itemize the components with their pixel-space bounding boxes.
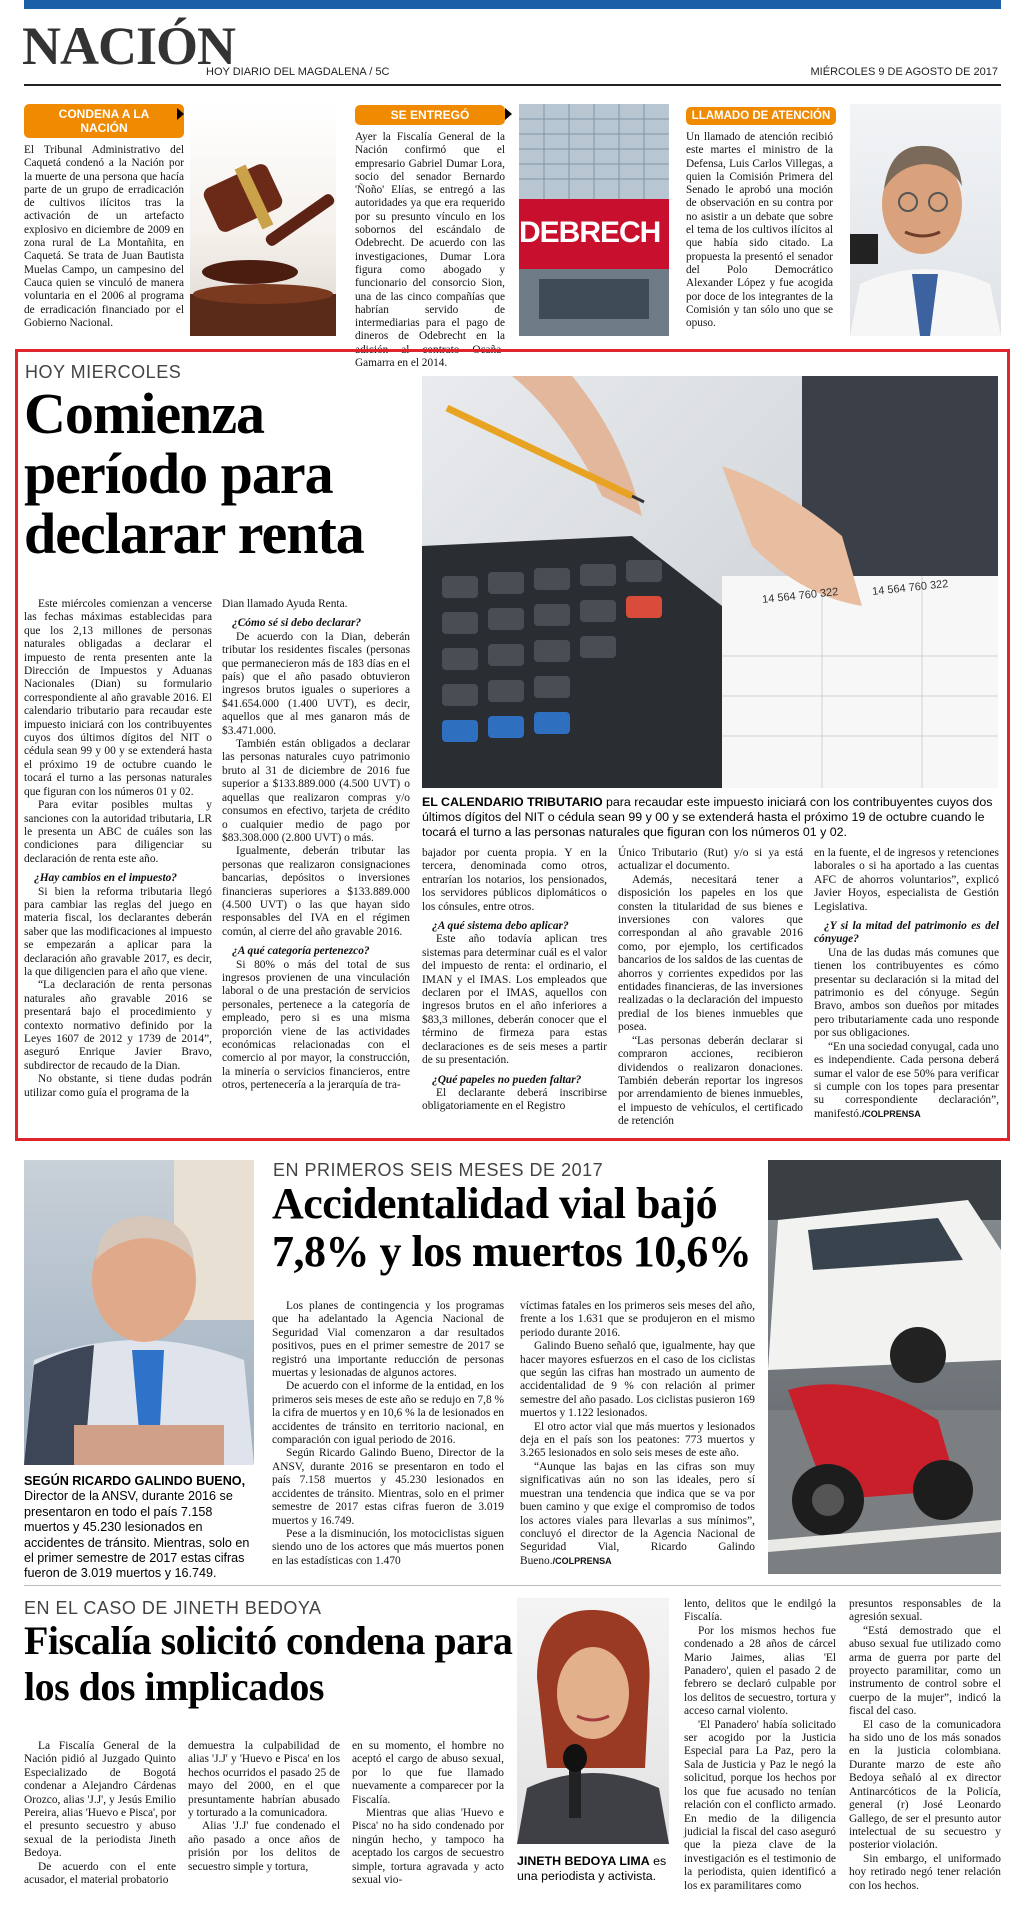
- caption-lead: JINETH BEDOYA LIMA: [517, 1854, 650, 1868]
- building-sign-text: DEBRECH: [519, 216, 661, 249]
- paragraph: Galindo Bueno señaló que, igualmente, hay que hacer mayores esfuerzos en el caso de los ciclistas que según las cifras han mostrado un aumento de accidentalidad de 9 % con relación al primer semestre del año pasado. Los ciclistas pusieron 169 muertos y 1.122 lesionados.: [520, 1340, 755, 1420]
- brief-llamado: [686, 104, 833, 330]
- paragraph: bajador por cuenta propia. Y en la tercera, denominada como otros, entrarían los notarios, los pensionados, los servidores públicos diplomáticos o los cónsules, entre otros.: [422, 847, 607, 913]
- fiscalia-headline: Fiscalía solicitó condena para los dos implicados: [24, 1618, 513, 1709]
- paragraph: lento, delitos que le endilgó la Fiscalía.: [684, 1598, 836, 1624]
- brief-text: Ayer la Fiscalía General de la Nación confirmó que el empresario Gabriel Dumar Lora, socio del senador Bernardo 'Ñoño' Elías, se entregó a las autoridades ya que era requerido por su presunto vínculo en los sobornos del escándalo de Odebrecht. De acuerdo con las investigaciones, Dumar Lora figura como abogado y funcionario del consorcio Sion, una de las cinco compañías que habrían servido de intermediarias para el pago de dineros de Odebrecht en la adición al contrato Ocaña-Gamarra en el 2014.: [355, 131, 505, 370]
- paragraph: Si bien la reforma tributaria llegó para cambiar las reglas del juego en materia fiscal, los declarantes deberán saber que las modificaciones al impuesto se empezarán a aplicar para la declaración año gravable 2017, es decir, la que diligencien para el año que viene.: [24, 885, 212, 978]
- subhead: ¿Cómo sé si debo declarar?: [232, 617, 362, 630]
- paragraph: De acuerdo con la Dian, deberán tributar los residentes fiscales (personas que permanecieron más de 183 días en el país) que el año pasado obtuvieron ingresos brutos iguales o superiores a $41.654.000 (1.400 UVT), es decir, aquellos que al mes ganaron más de $3.471.000.: [222, 630, 410, 737]
- bedoya-caption: [517, 1854, 677, 1884]
- subhead: ¿Qué papeles no pueden faltar?: [432, 1073, 582, 1086]
- paragraph: Único Tributario (Rut) y/o si ya está actualizar el documento.: [618, 847, 803, 873]
- paragraph: El declarante deberá inscribirse obligatoriamente en el Registro: [422, 1086, 607, 1113]
- paragraph: También están obligados a declarar las personas naturales cuyo patrimonio bruto al 31 de diciembre de 2016 fue superior a $133.889.000 (4.500 UVT) o aquellas que realizaron compras y/o consumos en efectivo, tarjeta de crédito o cualquier medio de pago por $83.308.000 (2.800 UVT) o más.: [222, 738, 410, 844]
- paragraph: Alias 'J.J' fue condenado el año pasado a once años de prisión por los delitos de secuestro simple y tortura,: [188, 1820, 340, 1873]
- feature-column-2: [222, 598, 410, 1093]
- minister-portrait: [850, 104, 1001, 336]
- paragraph: Mientras que alias 'Huevo e Pisca' no ha sido condenado por ningún hecho, y tampoco ha aceptado los cargos de secuestro simple, tortura agravada y acto sexual vio-: [352, 1807, 504, 1887]
- caption-text: es una periodista y activista.: [517, 1854, 667, 1883]
- issue-date: MIÉRCOLES 9 DE AGOSTO DE 2017: [810, 66, 998, 78]
- brief-arrow: [177, 108, 184, 120]
- paragraph: demuestra la culpabilidad de alias 'J.J' y 'Huevo e Pisca' en los hechos ocurridos el pasado 25 de mayo del 2000, en el que presuntamente habrían abusado y torturado a la comunicadora.: [188, 1740, 340, 1820]
- fiscalia-kicker: EN EL CASO DE JINETH BEDOYA: [24, 1598, 322, 1618]
- crash-photo: [768, 1160, 1001, 1574]
- calculator-photo: [422, 376, 998, 788]
- paragraph: [814, 1041, 999, 1121]
- paragraph: Dian llamado Ayuda Renta.: [222, 598, 348, 610]
- caption-text: para recaudar este impuesto iniciará con los contribuyentes cuyos dos últimos dígitos del NIT o cédula sean 99 y 00 y se extenderá hasta el próximo 19 de octubre cuando le tocará el turno a las personas naturales que figuran con los números 01 y 02.: [422, 795, 993, 839]
- paragraph: “La declaración de renta personas naturales año gravable 2016 se presentará bajo el procedimiento y contexto normativo definido por la Leyes 1607 de 2012 y 1739 de 2014”, aseguró Enrique Javier Bravo, subdirector de recaudo de la Dian.: [24, 979, 212, 1072]
- accident-caption: [24, 1474, 256, 1582]
- brief-text: El Tribunal Administrativo del Caquetá condenó a la Nación por la muerte de una persona que hacía parte de un grupo de erradicación de cultivos ilícitos tras la activación de un artefacto explosivo en diciembre de 2009 en zona rural de La Montañita, en Caquetá. Se trata de Juan Bautista Muelas Campo, un campesino del Cauca quien se vinculó de manera voluntaria en el 2006 al programa de erradicación financiado por el Gobierno Nacional.: [24, 144, 184, 329]
- gavel-image: [190, 104, 336, 336]
- subhead: ¿A qué categoría pertenezco?: [232, 945, 370, 958]
- odebrecht-building-image: [519, 104, 669, 336]
- paragraph: víctimas fatales en los primeros seis meses del año, frente a los 1.631 que se produjeron en el mismo periodo durante 2016.: [520, 1300, 755, 1339]
- brief-se-entrego: [355, 104, 505, 370]
- paragraph: Sin embargo, el uniformado hoy retirado negó tener relación con los hechos.: [849, 1852, 1001, 1892]
- paragraph: Este año todavía aplican tres sistemas para determinar cuál es el valor del impuesto de renta: el ordinario, el IMAN y el IMAS. Los empleados que declaren por el IMAS, aquellos con ingresos brutos en el año inferiores a $83,3 millones, deberán conocer que el término de firmeza para estas declaraciones es de seis meses a partir de su presentación.: [422, 933, 607, 1067]
- feature-column-5: [814, 847, 999, 1121]
- subhead: ¿Hay cambios en el impuesto?: [34, 872, 178, 885]
- paragraph: Igualmente, deberán tributar las personas que realizaron consignaciones bancarias, depósitos o inversiones financieras superiores a $133.889.000 (4.500 UVT) o las que hayan sido responsables del IVA en el régimen común, al cierre del año gravable 2016.: [222, 845, 410, 938]
- paragraph: “Está demostrado que el abuso sexual fue utilizado como arma de guerra por parte del proyecto paramilitar, como un instrumento de control sobre el cuerpo de la mujer”, indicó la fiscal del caso.: [849, 1624, 1001, 1718]
- paragraph: Según Ricardo Galindo Bueno, Director de la ANSV, durante 2016 se presentaron en todo el país 7.158 muertos y 45.230 lesionados en accidentes de tránsito. Mientras, solo en el primer semestre de 2017 estas cifras fueron de 3.019 muertos y 16.749.: [272, 1447, 504, 1527]
- credit: /COLPRENSA: [861, 1108, 921, 1119]
- accident-headline: Accidentalidad vial bajó 7,8% y los muertos 10,6%: [272, 1179, 752, 1276]
- paragraph: Para evitar posibles multas y sanciones con la autoridad tributaria, LR le presenta un ABC de cuáles son las condiciones para diligenciar su declaración de renta este año.: [24, 799, 212, 865]
- paper-name: HOY DIARIO DEL MAGDALENA / 5C: [206, 66, 390, 78]
- feature-column-3: [422, 847, 607, 1114]
- paragraph: “Las personas deberán declarar si compraron acciones, recibieron dividendos o realizaron donaciones. También deberán reportar los ingresos por arrendamiento de bienes inmuebles, el impuesto de vehículos, el certificado de retención: [618, 1034, 803, 1128]
- paragraph: No obstante, si tiene dudas podrán utilizar como guía el programa de la: [24, 1073, 212, 1099]
- fiscalia-column-2: [188, 1740, 340, 1874]
- paragraph: en su momento, el hombre no aceptó el cargo de abuso sexual, por lo que fue llamado nuevamente a comparecer por la Fiscalía.: [352, 1740, 504, 1806]
- bedoya-portrait: [517, 1598, 669, 1844]
- subhead: ¿Y si la mitad del patrimonio es del cónyuge?: [814, 920, 999, 946]
- paragraph: [520, 1461, 755, 1568]
- paragraph: Una de las dudas más comunes que tienen los contribuyentes es cómo presentar su declaración si la mitad del patrimonio es del cónyuge. Según Bravo, ambos son dueños por mitades pero tributariamente cada uno responde por sus obligaciones.: [814, 946, 999, 1040]
- paragraph: Este miércoles comienzan a vencerse las fechas máximas establecidas para que los 2,13 millones de personas naturales obligadas a declarar el impuesto de renta presenten ante la Dirección de Impuestos y Aduanas Nacionales (Dian) su formulario correspondiente al año gravable 2016. El calendario tributario para recaudar este impuesto iniciará con los contribuyentes cuyos dos últimos dígitos del NIT o cédula sean 99 y 00 y se extenderá hasta el próximo 19 de octubre cuando le tocará el turno a las personas naturales que figuran con los números 01 y 02.: [24, 598, 212, 798]
- credit: /COLPRENSA: [552, 1555, 612, 1566]
- paragraph: Pese a la disminución, los motociclistas siguen siendo uno de los actores que más muertos ponen en las estadísticas con 1.470: [272, 1527, 504, 1567]
- caption-lead: SEGÚN RICARDO GALINDO BUENO,: [24, 1474, 246, 1488]
- brief-arrow: [505, 108, 512, 120]
- ledger-number: 14 564 760 322: [761, 586, 839, 606]
- paragraph: El otro actor vial que más muertos y lesionados deja en el país son los peatones: 773 muertos y 3.265 lesionados en solo seis meses de este año.: [520, 1420, 755, 1460]
- galindo-portrait: [24, 1160, 254, 1465]
- paragraph: Si 80% o más del total de sus ingresos provienen de una vinculación laboral o de una prestación de servicios personales, pertenece a la categoría de empleado, pero si es una misma proporción viene de las actividades económicas relacionadas con el comercio al por mayor, la construcción, la minería o servicios financieros, entre otros, pertenecería a la jerarquía de tra-: [222, 958, 410, 1092]
- paragraph: Por los mismos hechos fue condenado a 28 años de cárcel Mario Jaimes, alias 'El Panadero', quien el pasado 2 de febrero se declaró culpable por los delitos de secuestro, tortura y acceso carnal violento.: [684, 1624, 836, 1718]
- accident-kicker: EN PRIMEROS SEIS MESES DE 2017: [273, 1160, 604, 1180]
- brief-label: SE ENTREGÓ: [355, 105, 505, 125]
- fiscalia-column-5: [849, 1598, 1001, 1893]
- paragraph: La Fiscalía General de la Nación pidió al Juzgado Quinto Especializado de Bogotá condenar a Alejandro Cárdenas Orozco, alias 'J.J', y Jesús Emilio Pereira, alias 'Huevo e Pisca', por el presunto secuestro y abuso sexual de la periodista Jineth Bedoya.: [24, 1740, 176, 1860]
- feature-column-4: [618, 847, 803, 1129]
- brief-label: CONDENA A LA NACIÓN: [24, 104, 184, 138]
- paragraph: Además, necesitará tener a disposición los papeles en los que consten la titularidad de sus bienes e inversiones con valores que correspondan al año gravable 2016 como, por ejemplo, los certificados bancarios de los saldos de las cuentas de ahorros y corrientes expedidos por las entidades financieras, de las inversiones realizadas o la declaración del impuesto predial de los bienes inmuebles que posea.: [618, 873, 803, 1034]
- accident-column-2: [520, 1300, 755, 1568]
- feature-headline: Comienza período para declarar renta: [24, 381, 364, 566]
- paragraph: De acuerdo con el informe de la entidad, en los primeros seis meses de este año se redujo en 7,8 % la cifra de muertos y en 10,6 % la de lesionados en accidentes de tránsito en territorio nacional, en comparación con igual periodo de 2016.: [272, 1380, 504, 1447]
- accident-column-1: [272, 1300, 504, 1568]
- ledger-number: 14 564 760 322: [871, 578, 949, 598]
- brief-label: LLAMADO DE ATENCIÓN: [686, 107, 836, 125]
- caption-text: Director de la ANSV, durante 2016 se presentaron en todo el país 7.158 muertos y 45.230 lesionados en accidentes de tránsito. Mientras, solo en el primer semestre de 2017 estas cifras fueron de 3.019 muertos y 16.749.: [24, 1489, 250, 1581]
- paragraph: El caso de la comunicadora ha sido uno de los más sonados en la justicia colombiana. Durante marzo de este año Bedoya señaló al ex director Antinarcóticos de la Policía, general (r) José Leonardo Gallego, de ser el presunto autor intelectual de su secuestro y posterior violación.: [849, 1718, 1001, 1852]
- paragraph-text: “Aunque las bajas en las cifras son muy significativas aún no son las ideales, pero sí muestran una tendencia que indica que se va por buen camino y que exige el compromiso de todos los actores viales para llevarlas a sus mínimos”, concluyó el director de la Agencia Nacional de Seguridad Vial, Ricardo Galindo Bueno.: [520, 1460, 755, 1567]
- paragraph-text: “En una sociedad conyugal, cada uno es independiente. Cada persona deberá sumar el valor de ese 50% para verificar si cumple con los topes para presentar su correspondiente declaración”, manifestó.: [814, 1040, 999, 1120]
- feature-caption: [422, 795, 1000, 840]
- paragraph: en la fuente, el de ingresos y retenciones laborales o si ha aportado a las cuentas AFC de ahorros voluntarios”, explicó Javier Hoyos, especialista de Gestión Legislativa.: [814, 847, 999, 913]
- subhead: ¿A qué sistema debo aplicar?: [432, 920, 569, 933]
- fiscalia-column-3: [352, 1740, 504, 1887]
- paragraph: De acuerdo con el ente acusador, el material probatorio: [24, 1860, 176, 1887]
- section-divider: [24, 1585, 1001, 1586]
- feature-kicker: HOY MIERCOLES: [25, 362, 182, 382]
- paragraph: presuntos responsables de la agresión sexual.: [849, 1598, 1001, 1624]
- fiscalia-column-1: [24, 1740, 176, 1887]
- caption-lead: EL CALENDARIO TRIBUTARIO: [422, 795, 603, 809]
- brief-text: Un llamado de atención recibió este martes el ministro de la Defensa, Luis Carlos Villegas, a quien la Comisión Primera del Senado le aprobó una moción de observación en su contra por no asistir a un debate que sobre el tema de los cultivos ilícitos al que había sido citado. La propuesta la presentó el senador del Polo Democrático Alexander López y fue acogida por doce de los integrantes de la Comisión y tan sólo uno que se opuso.: [686, 131, 833, 330]
- fiscalia-column-4: [684, 1598, 836, 1893]
- brief-condena: [24, 104, 184, 330]
- section-title: NACIÓN: [22, 16, 236, 76]
- masthead-rule: [24, 84, 1001, 86]
- top-color-bar: [24, 0, 1001, 9]
- paragraph: Los planes de contingencia y los programas que ha adelantado la Agencia Nacional de Seguridad Vial comenzaron a dar resultados positivos, pues en el primer semestre de 2017 se registró una importante reducción de personas muertas y lesionadas de algunos actores.: [272, 1300, 504, 1380]
- paragraph: 'El Panadero' había solicitado ser acogido por la Justicia Especial para La Paz, pero la Sala de Justicia y Paz le negó la solicitud, porque los hechos por los que fue acusado no tenían relación con el conflicto armado. En medio de la diligencia judicial la fiscal del caso aseguró que la pieza clave de la investigación es el testimonio de la periodista, quien identificó a los ex paramilitares como: [684, 1718, 836, 1892]
- feature-column-1: [24, 598, 212, 1100]
